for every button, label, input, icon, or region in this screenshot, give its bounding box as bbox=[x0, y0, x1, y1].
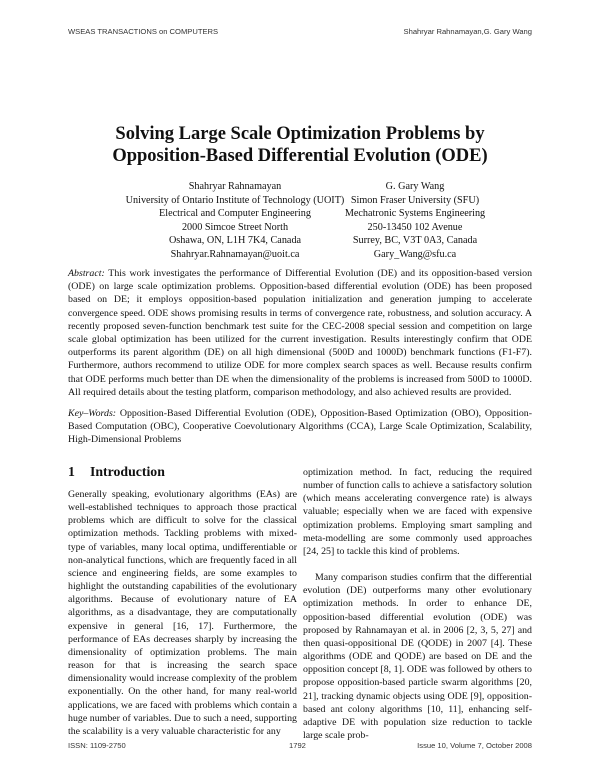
title-line-2: Opposition-Based Differential Evolution (ODE) bbox=[112, 146, 488, 166]
author-city: Surrey, BC, V3T 0A3, Canada bbox=[352, 235, 478, 247]
author-affiliation: University of Ontario Institute of Technology (UOIT) bbox=[125, 194, 345, 206]
right-column bbox=[303, 466, 532, 742]
author-dept: Electrical and Computer Engineering bbox=[159, 208, 311, 220]
author-block-1 bbox=[120, 180, 350, 262]
left-column bbox=[68, 488, 297, 738]
footer-issn: ISSN: 1109-2750 bbox=[68, 741, 126, 750]
running-header-authors: Shahryar Rahnamayan,G. Gary Wang bbox=[403, 27, 532, 36]
author-street: 2000 Simcoe Street North bbox=[181, 221, 289, 233]
running-header-journal: WSEAS TRANSACTIONS on COMPUTERS bbox=[68, 27, 219, 36]
keywords bbox=[68, 407, 532, 447]
paragraph: optimization method. In fact, reducing the required number of function calls to achieve a satisfactory solution (which means accelerating convergence rate) is always valuable; especially when we are faced with expensive optimization problems. Employing smart sampling and meta-modelling are some commonly used approaches [24, 25] to tackle this kind of problems. bbox=[303, 467, 532, 557]
footer-page-number: 1792 bbox=[289, 741, 306, 750]
author-street: 250-13450 102 Avenue bbox=[367, 221, 463, 233]
footer-issue: Issue 10, Volume 7, October 2008 bbox=[417, 741, 532, 750]
author-email: Gary_Wang@sfu.ca bbox=[373, 248, 457, 260]
author-email: Shahryar.Rahnamayan@uoit.ca bbox=[170, 248, 300, 260]
author-affiliation: Simon Fraser University (SFU) bbox=[350, 194, 480, 206]
abstract-label: Abstract: bbox=[68, 268, 105, 279]
abstract-text: This work investigates the performance of Differential Evolution (DE) and its opposition-based version (ODE) on large scale optimization problems. Opposition-based differential evolution (ODE) has been proposed based on DE; it employs opposition-based population initialization and generation jumping to accelerate convergence speed. ODE shows promising results in terms of convergence rate, robustness, and solution accuracy. A recently proposed seven-function benchmark test suite for the CEC-2008 special session and competition on large scale global optimization has been utilized for the current investigation. Results interestingly confirm that ODE outperforms its parent algorithm (DE) on all high dimensional (500D and 1000D) benchmark functions (F1-F7). Furthermore, authors recommend to utilize ODE for more complex search spaces as well. Because results confirm that ODE performs much better than DE when the dimensionality of the problems is increased from 500D to 1000D. All required details about the testing platform, comparison methodology, and also achieved results are provided. bbox=[68, 268, 533, 398]
author-block-2 bbox=[330, 180, 500, 262]
author-city: Oshawa, ON, L1H 7K4, Canada bbox=[168, 235, 302, 247]
author-name: G. Gary Wang bbox=[385, 181, 445, 192]
title-line-1: Solving Large Scale Optimization Problems by bbox=[115, 124, 485, 144]
paragraph: Many comparison studies confirm that the differential evolution (DE) outperforms many other evolutionary optimization methods. In order to enhance DE, opposition-based differential evolution (ODE) was proposed by Rahnamayan et al. in 2006 [2, 3, 5, 27] and then quasi-oppositional DE (QODE) in 2007 [4]. These algorithms (ODE and QODE) are based on DE and the opposition concept [8, 1]. ODE was followed by others to propose opposition-based particle swarm algorithms [20, 21], tracking dynamic objects using ODE [9], opposition-based ant colony algorithms [10, 11], enhancing self-adaptive DE with population size reduction to tackle large scale prob- bbox=[303, 572, 532, 741]
author-name: Shahryar Rahnamayan bbox=[188, 181, 282, 192]
abstract bbox=[68, 267, 532, 399]
section-title: Introduction bbox=[90, 464, 165, 479]
section-number: 1 bbox=[68, 464, 75, 479]
author-dept: Mechatronic Systems Engineering bbox=[344, 208, 486, 220]
section-heading bbox=[68, 464, 165, 480]
paper-title bbox=[60, 123, 540, 167]
paragraph: Generally speaking, evolutionary algorithms (EAs) are well-established techniques to approach those practical problems which are difficult to solve for the classical optimization methods. Tackling problems with mixed-type of variables, many local optima, undifferentiable or non-analytical functions, which are frequently faced in all science and engineering fields, are some examples to highlight the outstanding capabilities of the evolutionary algorithms. Because of evolutionary nature of EA algorithms, as a disadvantage, they are computationally expensive in general [16, 17]. Furthermore, the performance of EAs decreases sharply by increasing the dimensionality of optimization problems. The main reason for that is increasing the search space dimensionality would increase complexity of the problem exponentially. On the other hand, for many real-world applications, we are faced with problems which contain a huge number of variables. Due to such a need, supporting the scalability is a very valuable characteristic for any bbox=[68, 489, 297, 737]
keywords-label: Key–Words: bbox=[68, 408, 117, 419]
keywords-text: Opposition-Based Differential Evolution (ODE), Opposition-Based Optimization (OBO), Opposition-Based Computation (OBC), Cooperative Coevolutionary Algorithms (CCA), Large Scale Optimization, Scalability, High-Dimensional Problems bbox=[68, 408, 533, 446]
